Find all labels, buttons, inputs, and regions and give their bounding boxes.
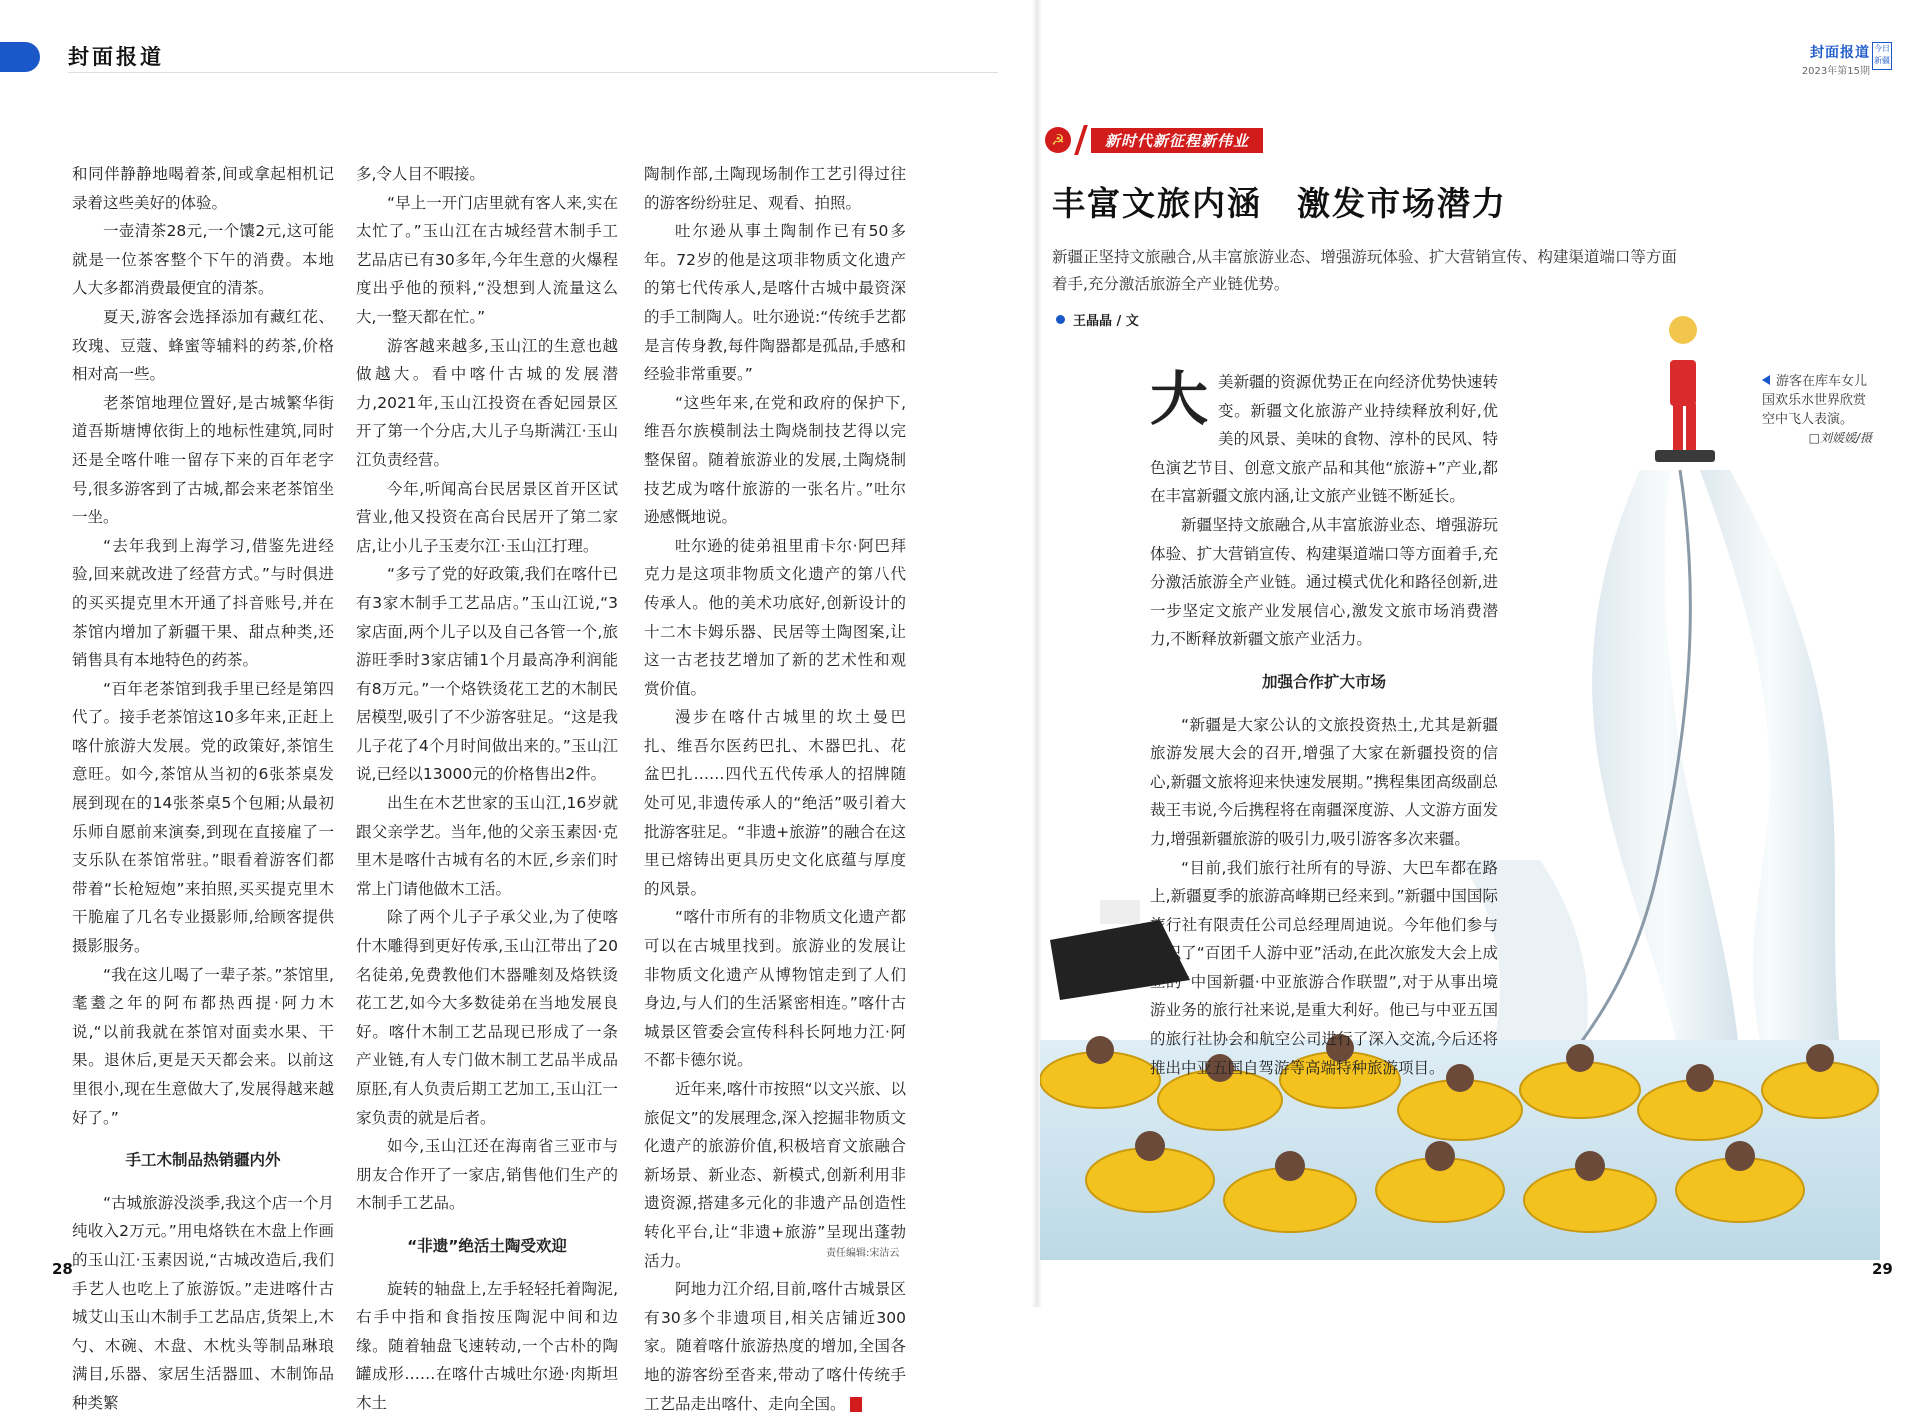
photo-credit: □刘媛媛/摄 [1808,431,1872,445]
left-column-2 [356,160,618,1418]
paragraph: 和同伴静静地喝着茶,间或拿起相机记录着这些美好的体验。 [72,165,334,212]
section-heading: “非遗”绝活土陶受欢迎 [407,1236,567,1255]
first-paragraph-text: 美新疆的资源优势正在向经济优势快速转变。新疆文化旅游产业持续释放利好,优美的风景、美味的食物、淳朴的民风、特色演艺节目、创意文旅产品和其他“旅游+”产业,都在丰富新疆文旅内涵,让文旅产业链不断延长。 [1150,373,1498,506]
paragraph: “多亏了党的好政策,我们在喀什已有3家木制手工艺品店。”玉山江说,“3家店面,两个儿子以及自己各管一个,旅游旺季时3家店铺1个月最高净利润能有8万元。”一个烙铁烫花工艺的木制民居模型,吸引了不少游客驻足。“这是我儿子花了4个月时间做出来的。”玉山江说,已经以13000元的价格售出2件。 [356,565,618,784]
end-mark-icon [850,1397,862,1412]
paragraph: “这些年来,在党和政府的保护下,维吾尔族模制法土陶烧制技艺得以完整保留。随着旅游业的发展,土陶烧制技艺成为喀什旅游的一张名片。”吐尔逊感慨地说。 [644,393,906,527]
first-paragraph [1150,365,1498,511]
section-heading: 加强合作扩大市场 [1261,672,1386,691]
drop-cap: 大 [1150,365,1209,433]
article-title: 丰富文旅内涵 激发市场潜力 [1052,184,1507,223]
paragraph: “百年老茶馆到我手里已经是第四代了。接手老茶馆这10多年来,正赶上喀什旅游大发展。党的政策好,茶馆生意旺。如今,茶馆从当初的6张茶桌发展到现在的14张茶桌5个包厢;从最初乐师自愿前来演奏,到现在直接雇了一支乐队在茶馆常驻。”眼看着游客们都带着“长枪短炮”来拍照,买买提克里木干脆雇了几名专业摄影师,给顾客提供摄影服务。 [72,679,334,956]
section-tab [0,42,40,72]
paragraph: 吐尔逊的徒弟祖里甫卡尔·阿巴拜克力是这项非物质文化遗产的第八代传承人。他的美术功底好,创新设计的十二木卡姆乐器、民居等土陶图案,让这一古老技艺增加了新的艺术性和观赏价值。 [644,536,906,698]
paragraph: 多,令人目不暇接。 [356,165,485,183]
paragraph: 吐尔逊从事土陶制作已有50多年。72岁的他是这项非物质文化遗产的第七代传承人,是喀什古城中最资深的手工制陶人。吐尔逊说:“传统手艺都是言传身教,每件陶器都是孤品,手感和经验非常重要。” [644,222,906,384]
paragraph: 如今,玉山江还在海南省三亚市与朋友合作开了一家店,销售他们生产的木制手工艺品。 [356,1137,618,1213]
section-title: 封面报道 [68,44,164,69]
paragraph: 游客越来越多,玉山江的生意也越做越大。看中喀什古城的发展潜力,2021年,玉山江投资在香妃园景区开了第一个分店,大儿子乌斯满江·玉山江负责经营。 [356,336,618,469]
paragraph: 一壶清茶28元,一个馕2元,这可能就是一位茶客整个下午的消费。本地人大多都消费最便宜的清茶。 [72,222,334,298]
paragraph: 陶制作部,土陶现场制作工艺引得过往的游客纷纷驻足、观看、拍照。 [644,165,906,212]
paragraph: 新疆坚持文旅融合,从丰富旅游业态、增强游玩体验、扩大营销宣传、构建渠道端口等方面着手,充分激活旅游全产业链。通过模式优化和路径创新,进一步坚定文旅产业发展信心,激发文旅市场消费潜力,不断释放新疆文旅产业活力。 [1150,515,1498,649]
theme-banner [1045,125,1263,155]
page-number-left: 28 [52,1260,73,1278]
byline-text: 王晶晶 / 文 [1073,314,1139,329]
paragraph: “新疆是大家公认的文旅投资热土,尤其是新疆旅游发展大会的召开,增强了大家在新疆投资的信心,新疆文旅将迎来快速发展期。”携程集团高级副总裁王韦说,今后携程将在南疆深度游、人文游方面发力,增强新疆旅游的吸引力,吸引游客多次来疆。 [1150,715,1498,848]
paragraph: 夏天,游客会选择添加有藏红花、玫瑰、豆蔻、蜂蜜等辅料的药茶,价格相对高一些。 [72,307,334,384]
magazine-header [1802,42,1870,77]
paragraph: 漫步在喀什古城里的坎土曼巴扎、维吾尔医药巴扎、木器巴扎、花盆巴扎……四代五代传承人的招牌随处可见,非遗传承人的“绝活”吸引着大批游客驻足。“非遗+旅游”的融合在这里已熔铸出更具历史文化底蕴与厚度的风景。 [644,708,906,898]
left-column-3 [644,160,906,1418]
header-rule [68,72,998,73]
banner-text: 新时代新征程新伟业 [1091,128,1263,153]
paragraph: “喀什市所有的非物质文化遗产都可以在古城里找到。旅游业的发展让非物质文化遗产从博物馆走到了人们身边,与人们的生活紧密相连。”喀什古城景区管委会宣传科科长阿地力江·阿不都卡德尔说。 [644,908,906,1070]
paragraph: “去年我到上海学习,借鉴先进经验,回来就改进了经营方式。”与时俱进的买买提克里木开通了抖音账号,并在茶馆内增加了新疆干果、甜点种类,还销售具有本地特色的药茶。 [72,536,334,670]
paragraph: “目前,我们旅行社所有的导游、大巴车都在路上,新疆夏季的旅游高峰期已经来到。”新疆中国国际旅行社有限责任公司总经理周迪说。今年他们参与组织了“百团千人游中亚”活动,在此次旅发大会上成立的“中国新疆·中亚旅游合作联盟”,对于从事出境游业务的旅行社来说,是重大利好。他已与中亚五国的旅行社协会和航空公司进行了深入交流,今后还将推出中亚五国自驾游等高端特种旅游项目。 [1150,858,1498,1077]
editor-credit: 责任编辑:宋洁云 [826,1248,900,1259]
paragraph: 近年来,喀什市按照“以文兴旅、以旅促文”的发展理念,深入挖掘非物质文化遗产的旅游价值,积极培育文旅融合新场景、新业态、新模式,创新利用非遗资源,搭建多元化的非遗产品创造性转化平台,让“非遗+旅游”呈现出蓬勃活力。 [644,1080,906,1270]
page-number-right: 29 [1872,1260,1893,1278]
right-article-body [1150,365,1498,1082]
magazine-name: 封面报道 [1810,45,1870,61]
paragraph: 出生在木艺世家的玉山江,16岁就跟父亲学艺。当年,他的父亲玉素因·克里木是喀什古城有名的木匠,乡亲们时常上门请他做木工活。 [356,794,618,898]
banner-slash [1074,125,1088,155]
paragraph: 阿地力江介绍,目前,喀什古城景区有30多个非遗项目,相关店铺近300家。随着喀什旅游热度的增加,全国各地的游客纷至沓来,带动了喀什传统手工艺品走出喀什、走向全国。 [644,1280,906,1413]
paragraph: “早上一开门店里就有客人来,实在太忙了。”玉山江在古城经营木制手工艺品店已有30多年,今年生意的火爆程度出乎他的预料,“没想到人流量这么大,一整天都在忙。” [356,193,618,326]
caption-text: 游客在库车女儿国欢乐水世界欣赏空中飞人表演。 [1762,374,1868,427]
paragraph: 旋转的轴盘上,左手轻轻托着陶泥,右手中指和食指按压陶泥中间和边缘。随着轴盘飞速转动,一个古朴的陶罐成形……在喀什古城吐尔逊·肉斯坦木土 [356,1279,618,1412]
paragraph: 除了两个儿子子承父业,为了使喀什木雕得到更好传承,玉山江带出了20名徒弟,免费教他们木器雕刻及烙铁烫花工艺,如今大多数徒弟在当地发展良好。喀什木制工艺品现已形成了一条产业链,有人专门做木制工艺品半成品原胚,有人负责后期工艺加工,玉山江一家负责的就是后者。 [356,908,618,1127]
section-heading: 手工木制品热销疆内外 [125,1151,281,1170]
paragraph: 今年,听闻高台民居景区首开区试营业,他又投资在高台民居开了第二家店,让小儿子玉麦尔江·玉山江打理。 [356,479,618,555]
party-emblem-icon: ☭ [1045,127,1071,153]
paragraph: “古城旅游没淡季,我这个店一个月纯收入2万元。”用电烙铁在木盘上作画的玉山江·玉素因说,“古城改造后,我们手艺人也吃上了旅游饭。”走进喀什古城艾山玉山木制手工艺品店,货架上,木勺、木碗、木盘、木枕头等制品琳琅满目,乐器、家居生活器皿、木制饰品种类繁 [72,1193,334,1412]
paragraph: 老茶馆地理位置好,是古城繁华街道吾斯塘博依街上的地标性建筑,同时还是全喀什唯一留存下来的百年老字号,很多游客到了古城,都会来老茶馆坐一坐。 [72,393,334,527]
left-column-1 [72,160,334,1418]
caption-arrow-icon [1762,375,1770,385]
article-lead: 新疆正坚持文旅融合,从丰富旅游业态、增强游玩体验、扩大营销宣传、构建渠道端口等方面着手,充分激活旅游全产业链优势。 [1052,248,1677,293]
photo-caption [1762,372,1872,448]
magazine-badge: 今日新疆 [1872,42,1892,70]
paragraph: “我在这儿喝了一辈子茶。”茶馆里,耄耋之年的阿布都热西提·阿力木说,“以前我就在茶馆对面卖水果、干果。退休后,更是天天都会来。以前这里很小,现在生意做大了,发展得越来越好了。” [72,965,334,1127]
issue-number: 2023年第15期 [1801,66,1870,77]
